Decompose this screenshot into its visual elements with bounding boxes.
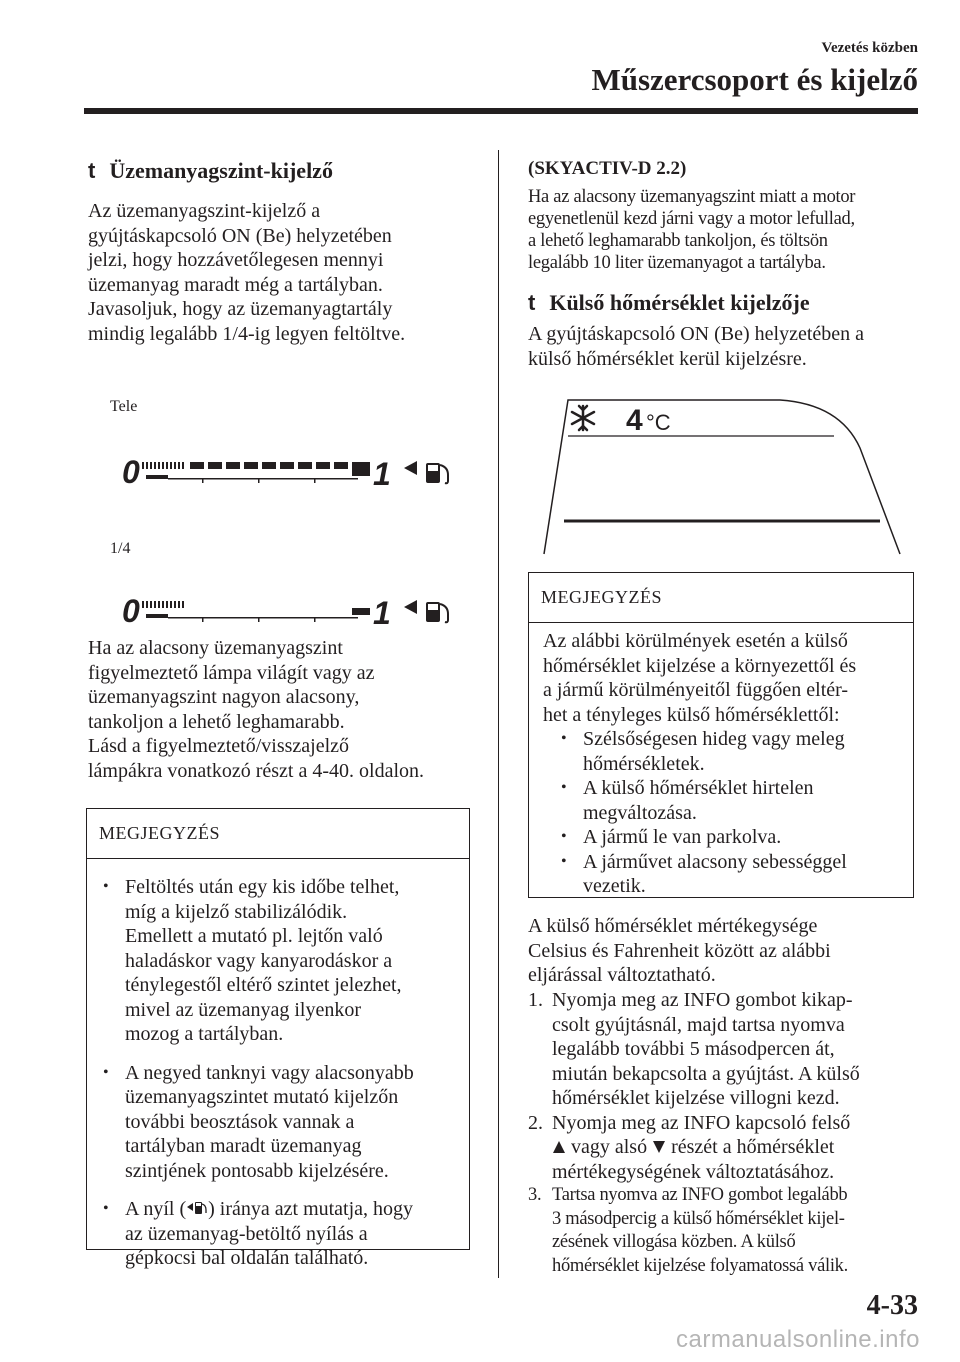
fuel-gauge-quarter xyxy=(118,584,466,634)
text-line: A gyújtáskapcsoló ON (Be) helyzetében a xyxy=(528,323,865,345)
watermark: carmanualsonline.info xyxy=(676,1326,920,1353)
engine-variant-heading: (SKYACTIV-D 2.2) xyxy=(528,158,687,179)
step-item: 1. Nyomja meg az INFO gombot kikap- csolt gyújtásnál, majd tartsa nyomva legalább további 5 másodpercen át, miután bekapcsolta a gyújtást. A külső hőmérséklet kijelzése villogni kezd. xyxy=(528,989,860,1109)
text-line: het a tényleges külső hőmérséklettől: xyxy=(543,703,840,726)
list-item: • Feltöltés után egy kis időbe telhet, míg a kijelző stabilizálódik. Emellett a mutató pl. lejtőn való haladáskor vagy kanyarodáskor a ténylegestől eltérő szintet jelezhet, mivel az üzemanyag ilyenkor mozog a tartályban. xyxy=(103,876,402,1045)
note-title: MEGJEGYZÉS xyxy=(87,809,469,859)
text-line: külső hőmérséklet kerül kijelzésre. xyxy=(528,347,807,370)
gauge-quarter-label: 1/4 xyxy=(110,540,131,557)
list-item: • A negyed tanknyi vagy alacsonyabb üzemanyagszintet mutató kijelzőn további beosztások vannak a tartályban maradt üzemanyag szintjének pontosabb kijelzésére. xyxy=(103,1061,414,1182)
list-item: • A járművet alacsony sebességgel vezetik. xyxy=(561,850,847,897)
text-line: Az üzemanyagszint-kijelző a xyxy=(88,200,321,222)
arrow-left-icon xyxy=(404,461,417,475)
snowflake-icon xyxy=(572,406,594,430)
step-item: 2. Nyomja meg az INFO kapcsoló felső vagy alsó részét a hőmérséklet mértékegységének változtatásához. xyxy=(528,1111,851,1183)
text-line: gyújtáskapcsoló ON (Be) helyzetében xyxy=(88,224,392,247)
outside-temp-intro xyxy=(528,322,928,371)
gauge-max-label: 1 xyxy=(373,456,391,492)
arrow-left-icon xyxy=(404,600,417,614)
text-line: üzemanyag maradt még a tartályban. xyxy=(88,273,383,296)
section-label: Vezetés közben xyxy=(821,40,918,56)
text-line: legalább 10 liter üzemanyagot a tartályba. xyxy=(528,253,826,273)
page-title: Műszercsoport és kijelző xyxy=(591,62,918,97)
list-item: • A jármű le van parkolva. xyxy=(561,826,782,848)
note-box-fuel xyxy=(86,808,470,1269)
list-item: • Szélsőségesen hideg vagy meleg hőmérsékletek. xyxy=(561,728,845,775)
unit-change-intro xyxy=(528,914,928,988)
header-rule xyxy=(84,108,918,114)
low-fuel-warning xyxy=(88,636,488,783)
text-line: Lásd a figyelmeztető/visszajelző xyxy=(88,735,350,757)
text-line: mindig legalább 1/4-ig legyen feltöltve. xyxy=(88,322,406,345)
heading-marker: t xyxy=(88,158,96,183)
text-line: hőmérséklet kijelzése a környezettől és xyxy=(543,654,857,677)
text-line: Ha az alacsony üzemanyagszint xyxy=(88,637,343,659)
triangle-up-icon xyxy=(552,1140,566,1154)
text-line: Javasoljuk, hogy az üzemanyagtartály xyxy=(88,298,393,320)
list-item: • A külső hőmérséklet hirtelen megváltozása. xyxy=(561,777,814,824)
gauge-full-label: Tele xyxy=(110,398,138,415)
note-box-temp xyxy=(528,572,914,898)
arrow-fuel-pump-icon xyxy=(186,1198,208,1218)
heading-text: Üzemanyagszint-kijelző xyxy=(109,158,333,183)
text-line: a lehető leghamarabb tankoljon, és töltsön xyxy=(528,231,828,251)
note-title: MEGJEGYZÉS xyxy=(529,573,913,623)
triangle-down-icon xyxy=(652,1140,666,1154)
gauge-max-label: 1 xyxy=(373,595,391,631)
text-line: figyelmeztető lámpa világít vagy az xyxy=(88,661,375,684)
display-outline xyxy=(544,400,900,554)
text-line: Ha az alacsony üzemanyagszint miatt a motor xyxy=(528,187,856,207)
list-item: • A nyíl ( ) iránya azt mutatja, hogy az üzemanyag-betöltő nyílás a gépkocsi bal oldalán található. xyxy=(103,1198,414,1269)
unit-change-steps xyxy=(528,988,928,1278)
step-item: 3. Tartsa nyomva az INFO gombot legalább 3 másodpercig a külső hőmérséklet kijel- zésének villogása közben. A külső hőmérséklet kijelzése folyamatossá válik. xyxy=(528,1185,848,1276)
fuel-gauge-intro xyxy=(88,199,488,346)
text-line: tankoljon a lehető leghamarabb. xyxy=(88,710,345,733)
outside-temp-display xyxy=(540,390,912,560)
diesel-note xyxy=(528,186,928,274)
text-line: Celsius és Fahrenheit között az alábbi xyxy=(528,939,831,962)
gauge-min-label: 0 xyxy=(122,593,140,629)
fuel-gauge-heading xyxy=(88,158,333,184)
text-line: lámpákra vonatkozó részt a 4-40. oldalon. xyxy=(88,759,424,782)
page-number: 4-33 xyxy=(866,1290,918,1321)
heading-marker: t xyxy=(528,290,536,315)
text-line: egyenetlenül kezd járni vagy a motor lefullad, xyxy=(528,209,855,229)
temp-value: 4 xyxy=(626,404,643,437)
text-line: üzemanyagszint nagyon alacsony, xyxy=(88,686,360,708)
fuel-gauge-full xyxy=(118,445,466,495)
temp-unit: °C xyxy=(646,410,671,435)
text-line: A külső hőmérséklet mértékegysége xyxy=(528,915,818,937)
column-divider xyxy=(498,150,499,1278)
fuel-pump-icon xyxy=(426,602,448,622)
fuel-pump-icon xyxy=(426,463,448,483)
text-line: jelzi, hogy hozzávetőlegesen mennyi xyxy=(88,249,384,271)
outside-temp-heading xyxy=(528,290,810,316)
heading-text: Külső hőmérséklet kijelzője xyxy=(549,290,810,315)
text-line: a jármű körülményeitől függően eltér- xyxy=(543,679,849,701)
text-line: eljárással változtatható. xyxy=(528,964,716,986)
gauge-min-label: 0 xyxy=(122,454,140,490)
text-line: Az alábbi körülmények esetén a külső xyxy=(543,630,848,652)
